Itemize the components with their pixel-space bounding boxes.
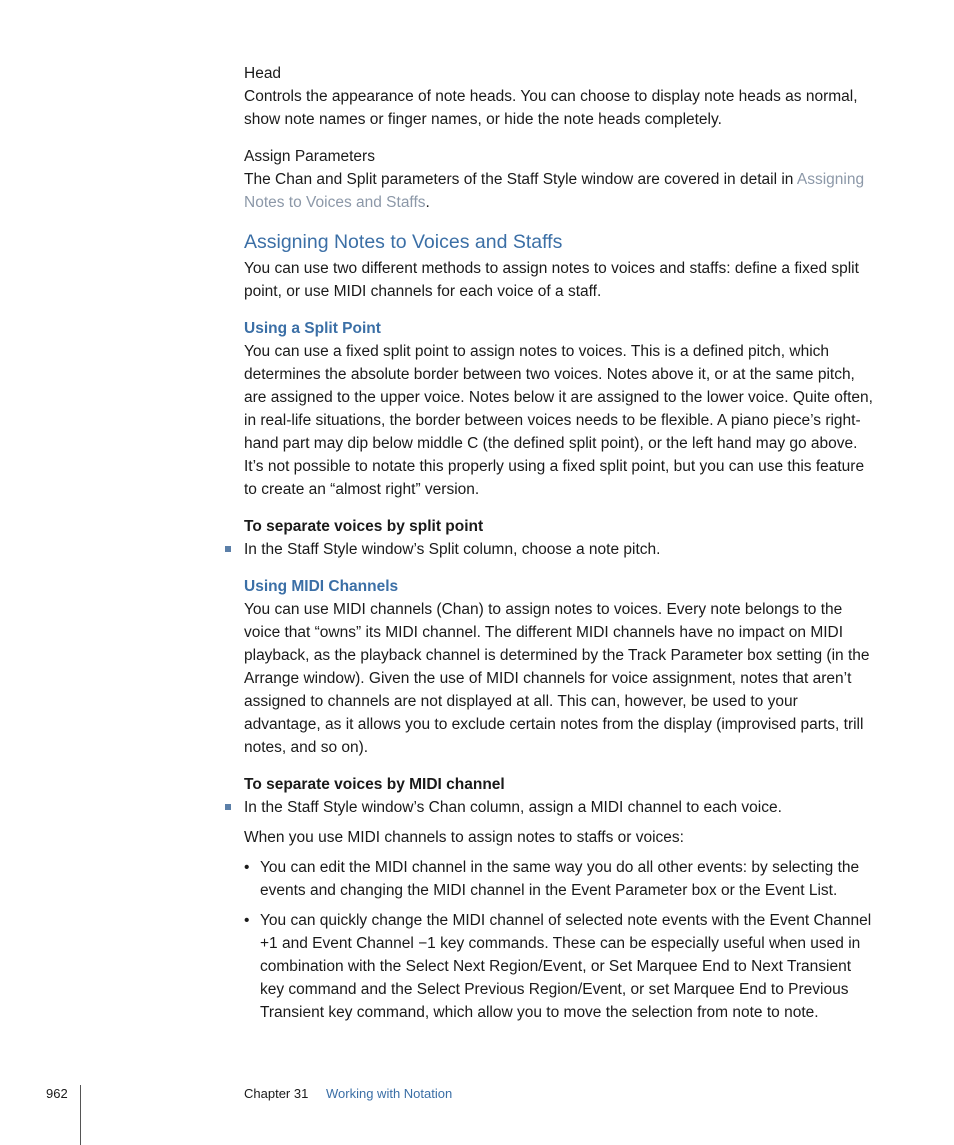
bullet-icon: • (244, 912, 250, 929)
assign-parameters-description (244, 168, 876, 214)
midi-when-text: When you use MIDI channels to assign notes to staffs or voices: (244, 829, 684, 846)
split-point-body-block (244, 340, 876, 501)
split-point-task: To separate voices by split point (244, 518, 484, 535)
definition-head (244, 62, 876, 131)
bullet-text: You can edit the MIDI channel in the same way you do all other events: by selecting the events and changing the MIDI channel in the Event Parameter box or the Event List. (260, 859, 860, 899)
split-point-body: You can use a fixed split point to assign notes to voices. This is a defined pitch, which determines the absolute border between two voices. Notes above it, or at the same pitch, are assigned to the upper voice. Notes below it are assigned to the lower voice. Quite often, in real-life situations, the border between voices needs to be flexible. A piano piece’s right-hand part may dip below middle C (the defined split point), or the left hand may go above. It’s not possible to notate this properly using a fixed split point, but you can use this feature to create an “almost right” version. (244, 343, 873, 498)
midi-bullet-list (244, 856, 876, 1024)
head-description: Controls the appearance of note heads. You can choose to display note heads as normal, show note names or finger names, or hide the note heads completely. (244, 88, 858, 128)
midi-channels-body: You can use MIDI channels (Chan) to assign notes to voices. Every note belongs to the voice that “owns” its MIDI channel. The different MIDI channels have no impact on MIDI playback, as the playback channel is determined by the Track Parameter box setting (in the Arrange window). Given the use of MIDI channels for voice assignment, notes that aren’t assigned to channels are not displayed at all. This can, however, be used to your advantage, as it allows you to exclude certain notes from the display (improvised parts, trill notes, and so on). (244, 601, 870, 756)
split-point-heading: Using a Split Point (244, 320, 381, 337)
section-intro-block (244, 257, 876, 303)
midi-channels-body-block (244, 598, 876, 759)
midi-channel-step-text: In the Staff Style window’s Chan column, assign a MIDI channel to each voice. (244, 799, 782, 816)
term-assign-parameters: Assign Parameters (244, 148, 375, 165)
bullet-icon: • (244, 859, 250, 876)
page-number: 962 (46, 1086, 68, 1101)
split-point-step-block (244, 538, 876, 561)
list-item (244, 909, 876, 1024)
split-point-step (244, 538, 876, 561)
footer-divider (80, 1085, 81, 1145)
bullet-text: You can quickly change the MIDI channel of selected note events with the Event Channel +1 and Event Channel −1 key commands. These can be especially useful when used in combination with the Select Next Region/Event, or Set Marquee End to Next Transient key command and the Select Previous Region/Event, or set Marquee End to Previous Transient key command, which allow you to move the selection from note to note. (260, 912, 872, 1021)
step-square-icon (225, 546, 231, 552)
midi-channels-heading: Using MIDI Channels (244, 578, 399, 595)
split-point-step-text: In the Staff Style window’s Split column, choose a note pitch. (244, 541, 661, 558)
section-title: Assigning Notes to Voices and Staffs (244, 231, 563, 253)
midi-channel-task: To separate voices by MIDI channel (244, 776, 505, 793)
definition-assign-parameters (244, 145, 876, 214)
page-content (244, 62, 876, 1024)
footer-chapter: Chapter 31 (244, 1086, 309, 1101)
midi-when-block (244, 826, 876, 849)
assign-desc-suffix: . (425, 194, 430, 211)
midi-channel-step (244, 796, 876, 819)
step-square-icon (225, 804, 231, 810)
list-item (244, 856, 876, 902)
section-intro: You can use two different methods to assign notes to voices and staffs: define a fixed split point, or use MIDI channels for each voice of a staff. (244, 260, 859, 300)
footer-chapter-title[interactable]: Working with Notation (326, 1086, 453, 1101)
assigning-notes-link[interactable]: Assigning Notes to Voices and Staffs (244, 171, 865, 211)
term-head: Head (244, 65, 282, 82)
midi-channel-step-block (244, 796, 876, 819)
assign-desc-prefix: The Chan and Split parameters of the Staff Style window are covered in detail in (244, 171, 797, 188)
